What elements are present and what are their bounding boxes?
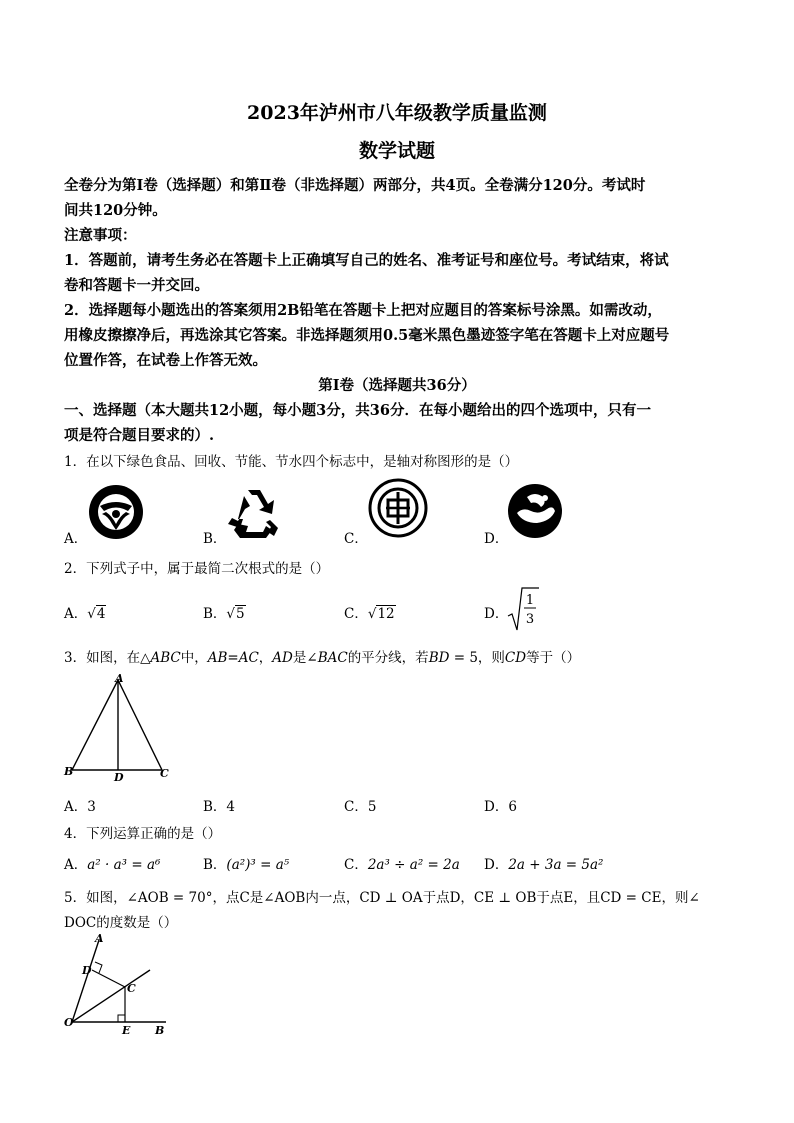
vertex-o-label: O (64, 1016, 74, 1029)
note-line: 卷和答题卡一并交回。 (64, 277, 209, 294)
point-d-label: D (82, 964, 92, 977)
question-2-stem: 2．下列式子中，属于最简二次根式的是（） (64, 561, 330, 577)
q1-option-d[interactable] (484, 527, 508, 547)
notes-heading: 注意事项： (64, 227, 137, 244)
expression: 2a³ ÷ a² = 2a (367, 857, 460, 873)
point-c-label: C (127, 982, 136, 995)
vertex-c-label: C (160, 767, 169, 780)
note-line: 用橡皮擦擦净后，再选涂其它答案。非选择题须用0.5毫米黑色墨迹签字笔在答题卡上对应题号 (64, 327, 670, 344)
note-line: 2．选择题每小题选出的答案须用2B铅笔在答题卡上把对应题目的答案标号涂黑。如需改动， (64, 302, 662, 319)
vertex-a-label: A (115, 672, 124, 685)
option-label: B． (203, 531, 227, 547)
option-label: A． (64, 857, 88, 873)
option-label: A． (64, 606, 88, 622)
question-4-stem: 4．下列运算正确的是（） (64, 826, 222, 842)
question-5-stem: 5．如图，∠AOB = 70°，点C是∠AOB内一点，CD ⊥ OA于点D，CE ⊥ OB于点E，且CD = CE，则∠ (64, 890, 700, 906)
q3-option-b[interactable]: B．4 (203, 799, 236, 815)
sqrt-symbol: √ (226, 606, 236, 622)
question-5-stem: DOC的度数是（） (64, 915, 178, 931)
sqrt-symbol: √ (367, 606, 377, 622)
q3-option-c[interactable]: C．5 (344, 799, 377, 815)
recycle-logo-icon (226, 486, 282, 540)
option-label: D． (484, 531, 509, 547)
intro-line: 全卷分为第Ⅰ卷（选择题）和第Ⅱ卷（非选择题）两部分，共4页。全卷满分120分。考试时 (64, 177, 646, 194)
vertex-b-label: B (64, 765, 74, 778)
q1-option-a[interactable] (64, 527, 87, 547)
option-label: B． (203, 857, 227, 873)
q2-option-c[interactable] (344, 602, 396, 622)
sqrt-symbol: √ (87, 606, 96, 622)
option-label: A． (64, 531, 88, 547)
note-line: 1．答题前，请考生务必在答题卡上正确填写自己的姓名、准考证号和座位号。考试结束，将试 (64, 252, 669, 269)
fraction-numerator: 1 (525, 593, 535, 608)
question-1-stem: 1．在以下绿色食品、回收、节能、节水四个标志中，是轴对称图形的是（） (64, 454, 519, 470)
ray-a-label: A (95, 932, 104, 945)
expression: 2a + 3a = 5a² (508, 857, 604, 873)
exam-title: 2023年泸州市八年级教学质量监测 (247, 102, 547, 124)
point-d-label: D (114, 771, 124, 784)
q3-triangle-figure (62, 672, 174, 784)
part-instructions: 项是符合题目要求的）. (64, 427, 215, 444)
q1-option-c[interactable] (344, 527, 368, 547)
q4-option-a[interactable] (64, 853, 160, 873)
sqrt-fraction-expression (506, 586, 540, 632)
question-3-stem: 3．如图，在△ABC中，AB=AC，AD是∠BAC的平分线，若BD = 5，则CD等于（） (64, 650, 581, 666)
q2-option-b[interactable] (203, 602, 246, 622)
option-label: C． (344, 531, 368, 547)
section-heading: 第Ⅰ卷（选择题共36分） (318, 377, 476, 394)
option-label: D． (484, 857, 509, 873)
radicand: 4 (96, 606, 106, 622)
expression: a² · a³ = a⁶ (87, 857, 161, 873)
option-label: C． (344, 606, 368, 622)
q1-option-b[interactable] (203, 527, 226, 547)
radicand: 5 (236, 606, 245, 622)
point-e-label: E (122, 1024, 131, 1037)
option-label: D． (484, 606, 509, 622)
q4-option-d[interactable] (484, 853, 603, 873)
exam-subtitle: 数学试题 (358, 140, 435, 162)
q5-angle-figure (62, 932, 174, 1036)
note-line: 位置作答，在试卷上作答无效。 (64, 352, 267, 369)
expression: (a²)³ = a⁵ (226, 857, 290, 873)
water-saving-logo-icon (507, 483, 563, 539)
ray-b-label: B (155, 1024, 165, 1037)
option-label: B． (203, 606, 227, 622)
q2-option-d[interactable] (484, 602, 508, 622)
energy-saving-logo-icon (368, 478, 428, 538)
fraction-denominator: 3 (525, 612, 535, 627)
q2-option-a[interactable] (64, 602, 106, 622)
radicand: 12 (377, 606, 395, 622)
green-food-logo-icon (88, 484, 144, 540)
intro-line: 间共120分钟。 (64, 202, 167, 219)
option-label: C． (344, 857, 368, 873)
q3-option-a[interactable]: A．3 (64, 799, 96, 815)
q4-option-b[interactable] (203, 853, 289, 873)
part-instructions: 一、选择题（本大题共12小题，每小题3分，共36分．在每小题给出的四个选项中，只有一 (64, 402, 651, 419)
q3-option-d[interactable]: D．6 (484, 799, 517, 815)
q4-option-c[interactable] (344, 853, 460, 873)
